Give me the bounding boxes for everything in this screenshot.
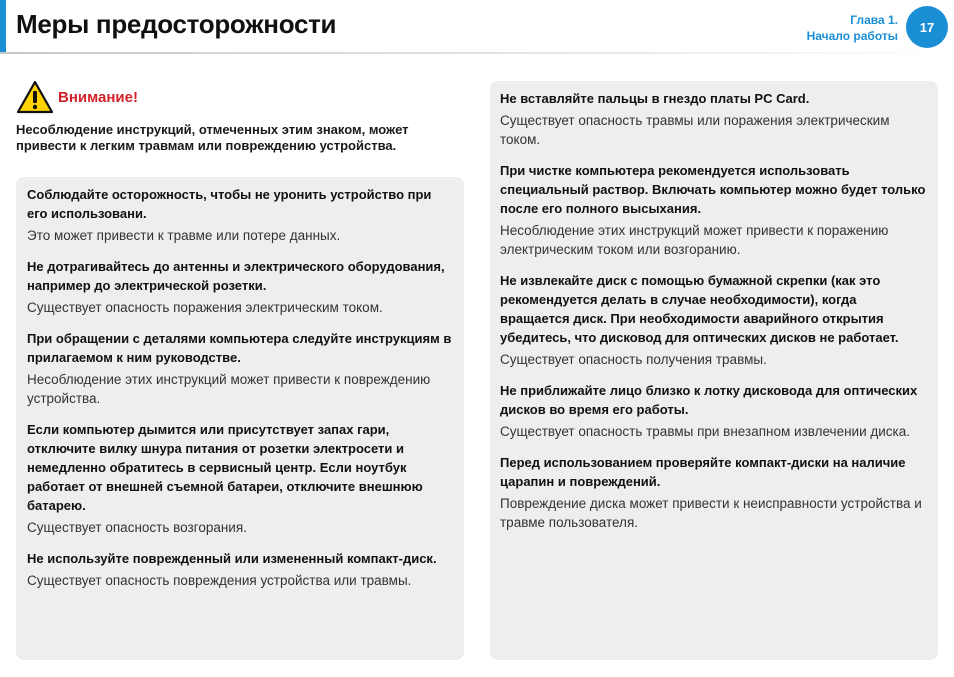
warning-triangle-icon [16,80,54,114]
instruction-text: Существует опасность травмы при внезапном извлечении диска. [500,424,911,439]
warning-title: Внимание! [58,88,138,106]
instruction-title: При обращении с деталями компьютера следуйте инструкциям в прилагаемом к ним руководстве. [27,331,452,365]
instruction-item [27,257,453,317]
chapter-label [807,12,898,44]
instruction-text: Несоблюдение этих инструкций может привести к повреждению устройства. [27,372,431,406]
instruction-text: Повреждение диска может привести к неисправности устройства и травме пользователя. [500,496,922,530]
warning-header [16,80,456,114]
instruction-text: Существует опасность получения травмы. [500,352,767,367]
instruction-text: Несоблюдение этих инструкций может привести к поражению электрическим током или возгоранию. [500,223,889,257]
instruction-text: Существует опасность травмы или поражения электрическим током. [500,113,890,147]
instruction-item [500,89,928,149]
instruction-item [27,549,453,590]
instruction-item [27,329,453,408]
instruction-text: Это может привести к травме или потере данных. [27,228,341,243]
instruction-item [27,420,453,537]
right-instructions-panel [490,81,938,660]
instruction-item [500,453,928,532]
instruction-item [27,185,453,245]
instruction-title: Соблюдайте осторожность, чтобы не уронить устройство при его использовани. [27,187,432,221]
instruction-title: Не используйте поврежденный или измененный компакт-диск. [27,551,437,566]
instruction-title: Не извлекайте диск с помощью бумажной скрепки (как это рекомендуется делать в случае необходимости), когда вращается диск. При необходимости аварийного открытия убедитесь, что дисковод для оптических дисков не работает. [500,273,899,345]
instruction-title: Не дотрагивайтесь до антенны и электрического оборудования, например до электрической розетки. [27,259,445,293]
left-instructions-panel [16,177,464,660]
instruction-text: Существует опасность повреждения устройства или травмы. [27,573,412,588]
instruction-item [500,271,928,369]
chapter-number: Глава 1. [850,13,898,27]
instruction-text: Существует опасность возгорания. [27,520,247,535]
warning-notice [16,80,456,154]
instruction-item [500,161,928,259]
chapter-name: Начало работы [806,29,898,43]
instruction-title: Не приближайте лицо близко к лотку дисковода для оптических дисков во время его работы. [500,383,918,417]
instruction-title: Если компьютер дымится или присутствует запах гари, отключите вилку шнура питания от розетки электросети и немедленно обратитесь в сервисный центр. Если ноутбук работает от внешней съемной батареи, отключите внешнюю батарею. [27,422,423,513]
header-accent-bar [0,0,6,52]
instruction-title: Не вставляйте пальцы в гнездо платы PC Card. [500,91,810,106]
warning-text: Несоблюдение инструкций, отмеченных этим знаком, может привести к легким травмам или повреждению устройства. [16,122,409,153]
header-divider [0,52,954,54]
instruction-item [500,381,928,441]
instruction-title: Перед использованием проверяйте компакт-диски на наличие царапин и повреждений. [500,455,906,489]
instruction-text: Существует опасность поражения электрическим током. [27,300,383,315]
page-number-badge: 17 [906,6,948,48]
page-title: Меры предосторожности [16,9,337,39]
instruction-title: При чистке компьютера рекомендуется использовать специальный раствор. Включать компьютер можно будет только после его полного высыхания. [500,163,926,216]
